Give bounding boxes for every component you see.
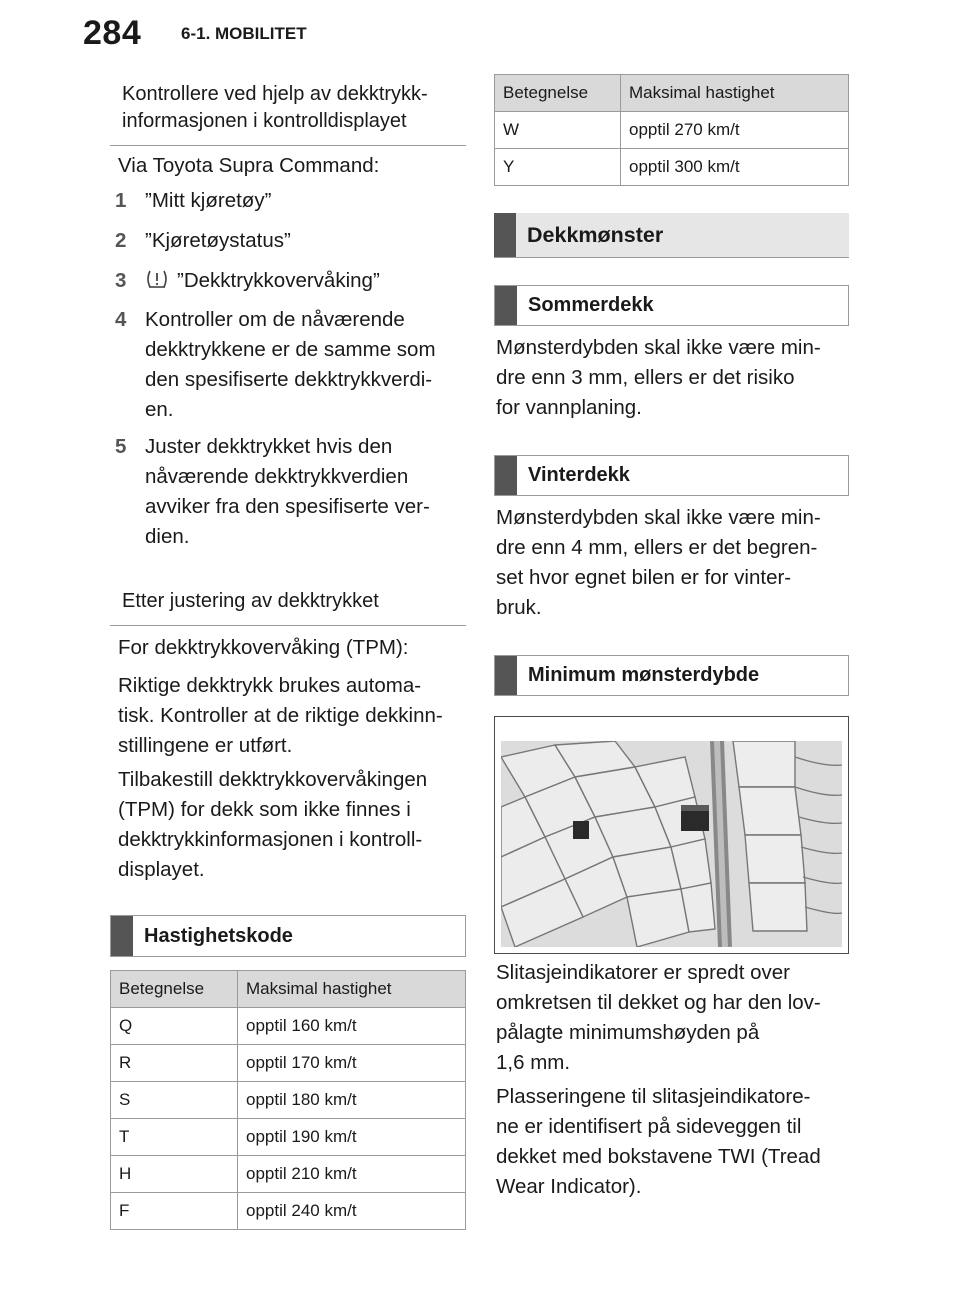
step-1: 1 ”Mitt kjøretøy” bbox=[115, 189, 272, 212]
table-row: Y opptil 300 km/t bbox=[495, 149, 849, 186]
speed-code-table-right bbox=[494, 74, 849, 186]
tpm-paragraph-2: Tilbakestill dekktrykkovervåkingen (TPM) for dekk som ikke finnes i dekktrykkinformasjonen i kontroll- displayet. bbox=[118, 768, 428, 881]
table-row: R opptil 170 km/t bbox=[111, 1045, 466, 1082]
heading-summer-tires: Sommerdekk bbox=[494, 285, 849, 326]
speed-code-table-left bbox=[110, 970, 466, 1230]
wear-indicator-text-1: Slitasjeindikatorer er spredt over omkretsen til dekket og har den lov- pålagte minimumshøyden på 1,6 mm. bbox=[496, 961, 821, 1074]
heading-tread-pattern: Dekkmønster bbox=[494, 213, 849, 258]
tpm-paragraph-1: Riktige dekktrykk brukes automa- tisk. Kontroller at de riktige dekkinn- stillingene er utført. bbox=[118, 674, 443, 757]
tire-pressure-warning-icon bbox=[145, 268, 169, 290]
table-row: F opptil 240 km/t bbox=[111, 1193, 466, 1230]
subheading-after-adjusting: Etter justering av dekktrykket bbox=[110, 588, 466, 626]
heading-winter-tires: Vinterdekk bbox=[494, 455, 849, 496]
via-command-text: Via Toyota Supra Command: bbox=[118, 154, 380, 177]
table-row: S opptil 180 km/t bbox=[111, 1082, 466, 1119]
page-number: 284 bbox=[83, 14, 142, 52]
step-2: 2 ”Kjøretøystatus” bbox=[115, 229, 291, 252]
heading-min-tread-depth: Minimum mønsterdybde bbox=[494, 655, 849, 696]
step-4: 4 Kontroller om de nåværende dekktrykkene er de samme som den spesifiserte dekktrykkverdi- en. bbox=[115, 308, 436, 421]
tire-tread-wear-indicator-illustration bbox=[494, 716, 849, 954]
table-row: W opptil 270 km/t bbox=[495, 112, 849, 149]
chapter-title: 6-1. MOBILITET bbox=[181, 24, 307, 43]
step-5: 5 Juster dekktrykket hvis den nåværende dekktrykkverdien avviker fra den spesifiserte ver- dien. bbox=[115, 435, 430, 548]
table-header: Maksimal hastighet bbox=[621, 75, 849, 112]
tpm-intro: For dekktrykkovervåking (TPM): bbox=[118, 636, 409, 659]
table-header: Betegnelse bbox=[111, 971, 238, 1008]
step-3: 3 ”Dekktrykkovervåking” bbox=[115, 269, 380, 292]
table-header: Maksimal hastighet bbox=[238, 971, 466, 1008]
wear-indicator-text-2: Plasseringene til slitasjeindikatore- ne er identifisert på sideveggen til dekket med bokstavene TWI (Tread Wear Indicator). bbox=[496, 1085, 821, 1198]
heading-speed-code: Hastighetskode bbox=[110, 915, 466, 957]
table-row: Q opptil 160 km/t bbox=[111, 1008, 466, 1045]
summer-tire-text: Mønsterdybden skal ikke være min- dre enn 3 mm, ellers er det risiko for vannplaning. bbox=[496, 336, 821, 419]
subheading-control-display: Kontrollere ved hjelp av dekktrykk- informasjonen i kontrolldisplayet bbox=[110, 78, 466, 146]
table-header: Betegnelse bbox=[495, 75, 621, 112]
winter-tire-text: Mønsterdybden skal ikke være min- dre enn 4 mm, ellers er det begren- set hvor egnet bilen er for vinter- bruk. bbox=[496, 506, 821, 619]
table-row: T opptil 190 km/t bbox=[111, 1119, 466, 1156]
table-row: H opptil 210 km/t bbox=[111, 1156, 466, 1193]
